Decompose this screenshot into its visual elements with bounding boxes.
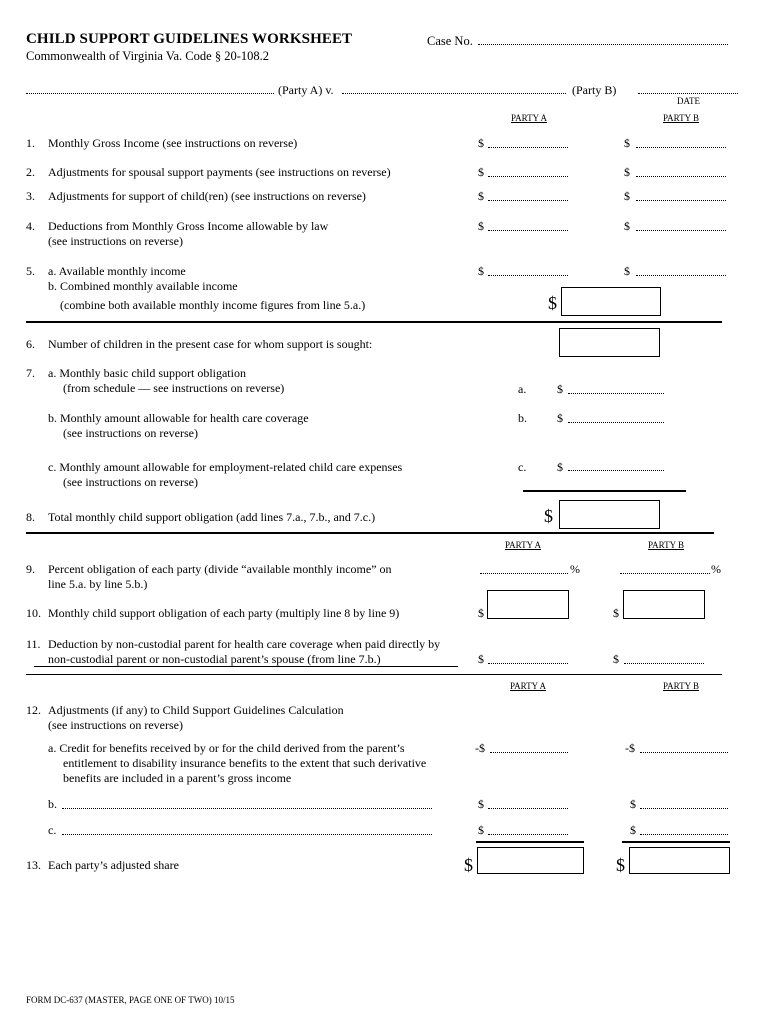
line-1-label: Monthly Gross Income (see instructions on reverse) [48, 136, 298, 150]
line-12c-description-field[interactable] [62, 834, 432, 835]
dollar-sign: $ [557, 382, 563, 396]
line-1-party-b-field[interactable] [636, 147, 726, 148]
line-8-number: 8. [26, 510, 35, 524]
line-3-party-a-field[interactable] [488, 200, 568, 201]
line-5-number: 5. [26, 264, 35, 278]
line-12a-label: a. Credit for benefits received by or for the child derived from the parent’s [48, 741, 405, 755]
dollar-sign: $ [478, 606, 484, 620]
line-7c-field[interactable] [568, 470, 664, 471]
case-no-label: Case No. [427, 34, 473, 48]
dollar-sign: $ [624, 136, 630, 150]
line-11-party-b-field[interactable] [624, 663, 704, 664]
line-12a-label-cont: entitlement to disability insurance benefits to the extent that such derivative [63, 756, 427, 770]
dollar-sign: $ [613, 606, 619, 620]
form-title: CHILD SUPPORT GUIDELINES WORKSHEET [26, 31, 353, 47]
dollar-sign: $ [478, 797, 484, 811]
line-9-label-cont: line 5.a. by line 5.b.) [48, 577, 148, 591]
line-12b-party-b-field[interactable] [640, 808, 728, 809]
line-7b-letter: b. [518, 411, 527, 425]
dollar-sign: $ [630, 823, 636, 837]
line-12b-letter: b. [48, 797, 57, 811]
dollar-sign: $ [464, 855, 473, 875]
party-b-label: (Party B) [572, 83, 617, 97]
dollar-sign: $ [478, 219, 484, 233]
form-footer: FORM DC-637 (MASTER, PAGE ONE OF TWO) 10/15 [26, 995, 235, 1005]
line-9-number: 9. [26, 562, 35, 576]
form-subtitle: Commonwealth of Virginia Va. Code § 20-108.2 [26, 49, 269, 63]
date-field[interactable] [638, 93, 738, 94]
dollar-sign: $ [624, 264, 630, 278]
line-9-party-a-field[interactable] [480, 573, 568, 574]
line-5b-note: (combine both available monthly income figures from line 5.a.) [60, 298, 366, 312]
line-7c-letter: c. [518, 460, 527, 474]
section-divider [26, 532, 714, 534]
dollar-sign: $ [616, 855, 625, 875]
dollar-sign: $ [557, 460, 563, 474]
dollar-sign: $ [548, 293, 557, 313]
party-a-name-field[interactable] [26, 93, 274, 94]
line-4-label: Deductions from Monthly Gross Income allowable by law [48, 219, 329, 233]
line-1-party-a-field[interactable] [488, 147, 568, 148]
line-4-party-b-field[interactable] [636, 230, 726, 231]
line-6-number: 6. [26, 337, 35, 351]
line-10-party-b-box[interactable] [623, 590, 705, 619]
line-9-party-b-field[interactable] [620, 573, 710, 574]
line-12a-label-cont2: benefits are included in a parent’s gross income [63, 771, 292, 785]
line-12c-party-a-field[interactable] [488, 834, 568, 835]
line-11-number: 11. [26, 637, 41, 651]
party-b-header: PARTY B [663, 681, 700, 691]
line-5a-party-b-field[interactable] [636, 275, 726, 276]
dollar-sign: $ [478, 165, 484, 179]
line-13-party-a-box[interactable] [477, 847, 584, 874]
dollar-sign: $ [624, 165, 630, 179]
line-11-underline [34, 666, 458, 667]
line-10-number: 10. [26, 606, 41, 620]
line-13-label: Each party’s adjusted share [48, 858, 179, 872]
line-12a-party-b-field[interactable] [640, 752, 728, 753]
line-2-party-a-field[interactable] [488, 176, 568, 177]
line-2-number: 2. [26, 165, 35, 179]
subtotal-rule [622, 841, 730, 843]
party-b-header: PARTY B [648, 540, 685, 550]
line-4-label-note: (see instructions on reverse) [48, 234, 183, 248]
line-5b-label: b. Combined monthly available income [48, 279, 238, 293]
line-3-party-b-field[interactable] [636, 200, 726, 201]
section-divider [26, 674, 722, 675]
dollar-sign: $ [544, 506, 553, 526]
line-12c-party-b-field[interactable] [640, 834, 728, 835]
line-7c-note: (see instructions on reverse) [63, 475, 198, 489]
party-b-name-field[interactable] [342, 93, 566, 94]
case-no-field[interactable] [478, 44, 728, 45]
line-4-party-a-field[interactable] [488, 230, 568, 231]
line-12-label: Adjustments (if any) to Child Support Guidelines Calculation [48, 703, 344, 717]
line-4-number: 4. [26, 219, 35, 233]
line-11-label-cont: non-custodial parent or non-custodial parent’s spouse (from line 7.b.) [48, 652, 381, 666]
line-7a-field[interactable] [568, 393, 664, 394]
line-3-label: Adjustments for support of child(ren) (see instructions on reverse) [48, 189, 366, 203]
dollar-sign: $ [478, 823, 484, 837]
dollar-sign: $ [478, 136, 484, 150]
line-6-label: Number of children in the present case for whom support is sought: [48, 337, 373, 351]
line-7a-letter: a. [518, 382, 527, 396]
line-12-number: 12. [26, 703, 41, 717]
line-8-label: Total monthly child support obligation (add lines 7.a., 7.b., and 7.c.) [48, 510, 376, 524]
line-5a-party-a-field[interactable] [488, 275, 568, 276]
line-5b-combined-box[interactable] [561, 287, 661, 316]
line-10-party-a-box[interactable] [487, 590, 569, 619]
party-a-header: PARTY A [511, 113, 548, 123]
section-divider [26, 321, 722, 323]
date-label: DATE [677, 96, 700, 106]
dollar-sign: $ [613, 652, 619, 666]
dollar-sign: $ [557, 411, 563, 425]
line-13-number: 13. [26, 858, 41, 872]
dollar-sign: $ [624, 219, 630, 233]
line-5a-label: a. Available monthly income [48, 264, 186, 278]
percent-sign: % [711, 562, 721, 576]
line-9-label: Percent obligation of each party (divide “available monthly income” on [48, 562, 392, 576]
negative-dollar-sign: -$ [475, 741, 485, 755]
percent-sign: % [570, 562, 580, 576]
line-10-label: Monthly child support obligation of each party (multiply line 8 by line 9) [48, 606, 400, 620]
line-11-label: Deduction by non-custodial parent for health care coverage when paid directly by [48, 637, 441, 651]
party-a-header: PARTY A [510, 681, 547, 691]
line-6-children-box[interactable] [559, 328, 660, 357]
line-11-party-a-field[interactable] [488, 663, 568, 664]
line-13-party-b-box[interactable] [629, 847, 730, 874]
line-12b-description-field[interactable] [62, 808, 432, 809]
dollar-sign: $ [624, 189, 630, 203]
party-a-v-label: (Party A) v. [278, 83, 334, 97]
line-7b-note: (see instructions on reverse) [63, 426, 198, 440]
party-b-header: PARTY B [663, 113, 700, 123]
line-12b-party-a-field[interactable] [488, 808, 568, 809]
line-7b-field[interactable] [568, 422, 664, 423]
line-7-number: 7. [26, 366, 35, 380]
line-7a-label: a. Monthly basic child support obligation [48, 366, 246, 380]
dollar-sign: $ [478, 264, 484, 278]
line-12c-letter: c. [48, 823, 57, 837]
line-12-label-note: (see instructions on reverse) [48, 718, 183, 732]
dollar-sign: $ [478, 189, 484, 203]
dollar-sign: $ [630, 797, 636, 811]
line-8-total-box[interactable] [559, 500, 660, 529]
line-7c-label: c. Monthly amount allowable for employment-related child care expenses [48, 460, 403, 474]
line-1-number: 1. [26, 136, 35, 150]
line-2-label: Adjustments for spousal support payments (see instructions on reverse) [48, 165, 391, 179]
party-a-header: PARTY A [505, 540, 542, 550]
line-7b-label: b. Monthly amount allowable for health care coverage [48, 411, 309, 425]
line-2-party-b-field[interactable] [636, 176, 726, 177]
subtotal-rule [523, 490, 686, 492]
subtotal-rule [476, 841, 584, 843]
line-7a-note: (from schedule — see instructions on reverse) [63, 381, 285, 395]
line-12a-party-a-field[interactable] [490, 752, 568, 753]
dollar-sign: $ [478, 652, 484, 666]
line-3-number: 3. [26, 189, 35, 203]
negative-dollar-sign: -$ [625, 741, 635, 755]
